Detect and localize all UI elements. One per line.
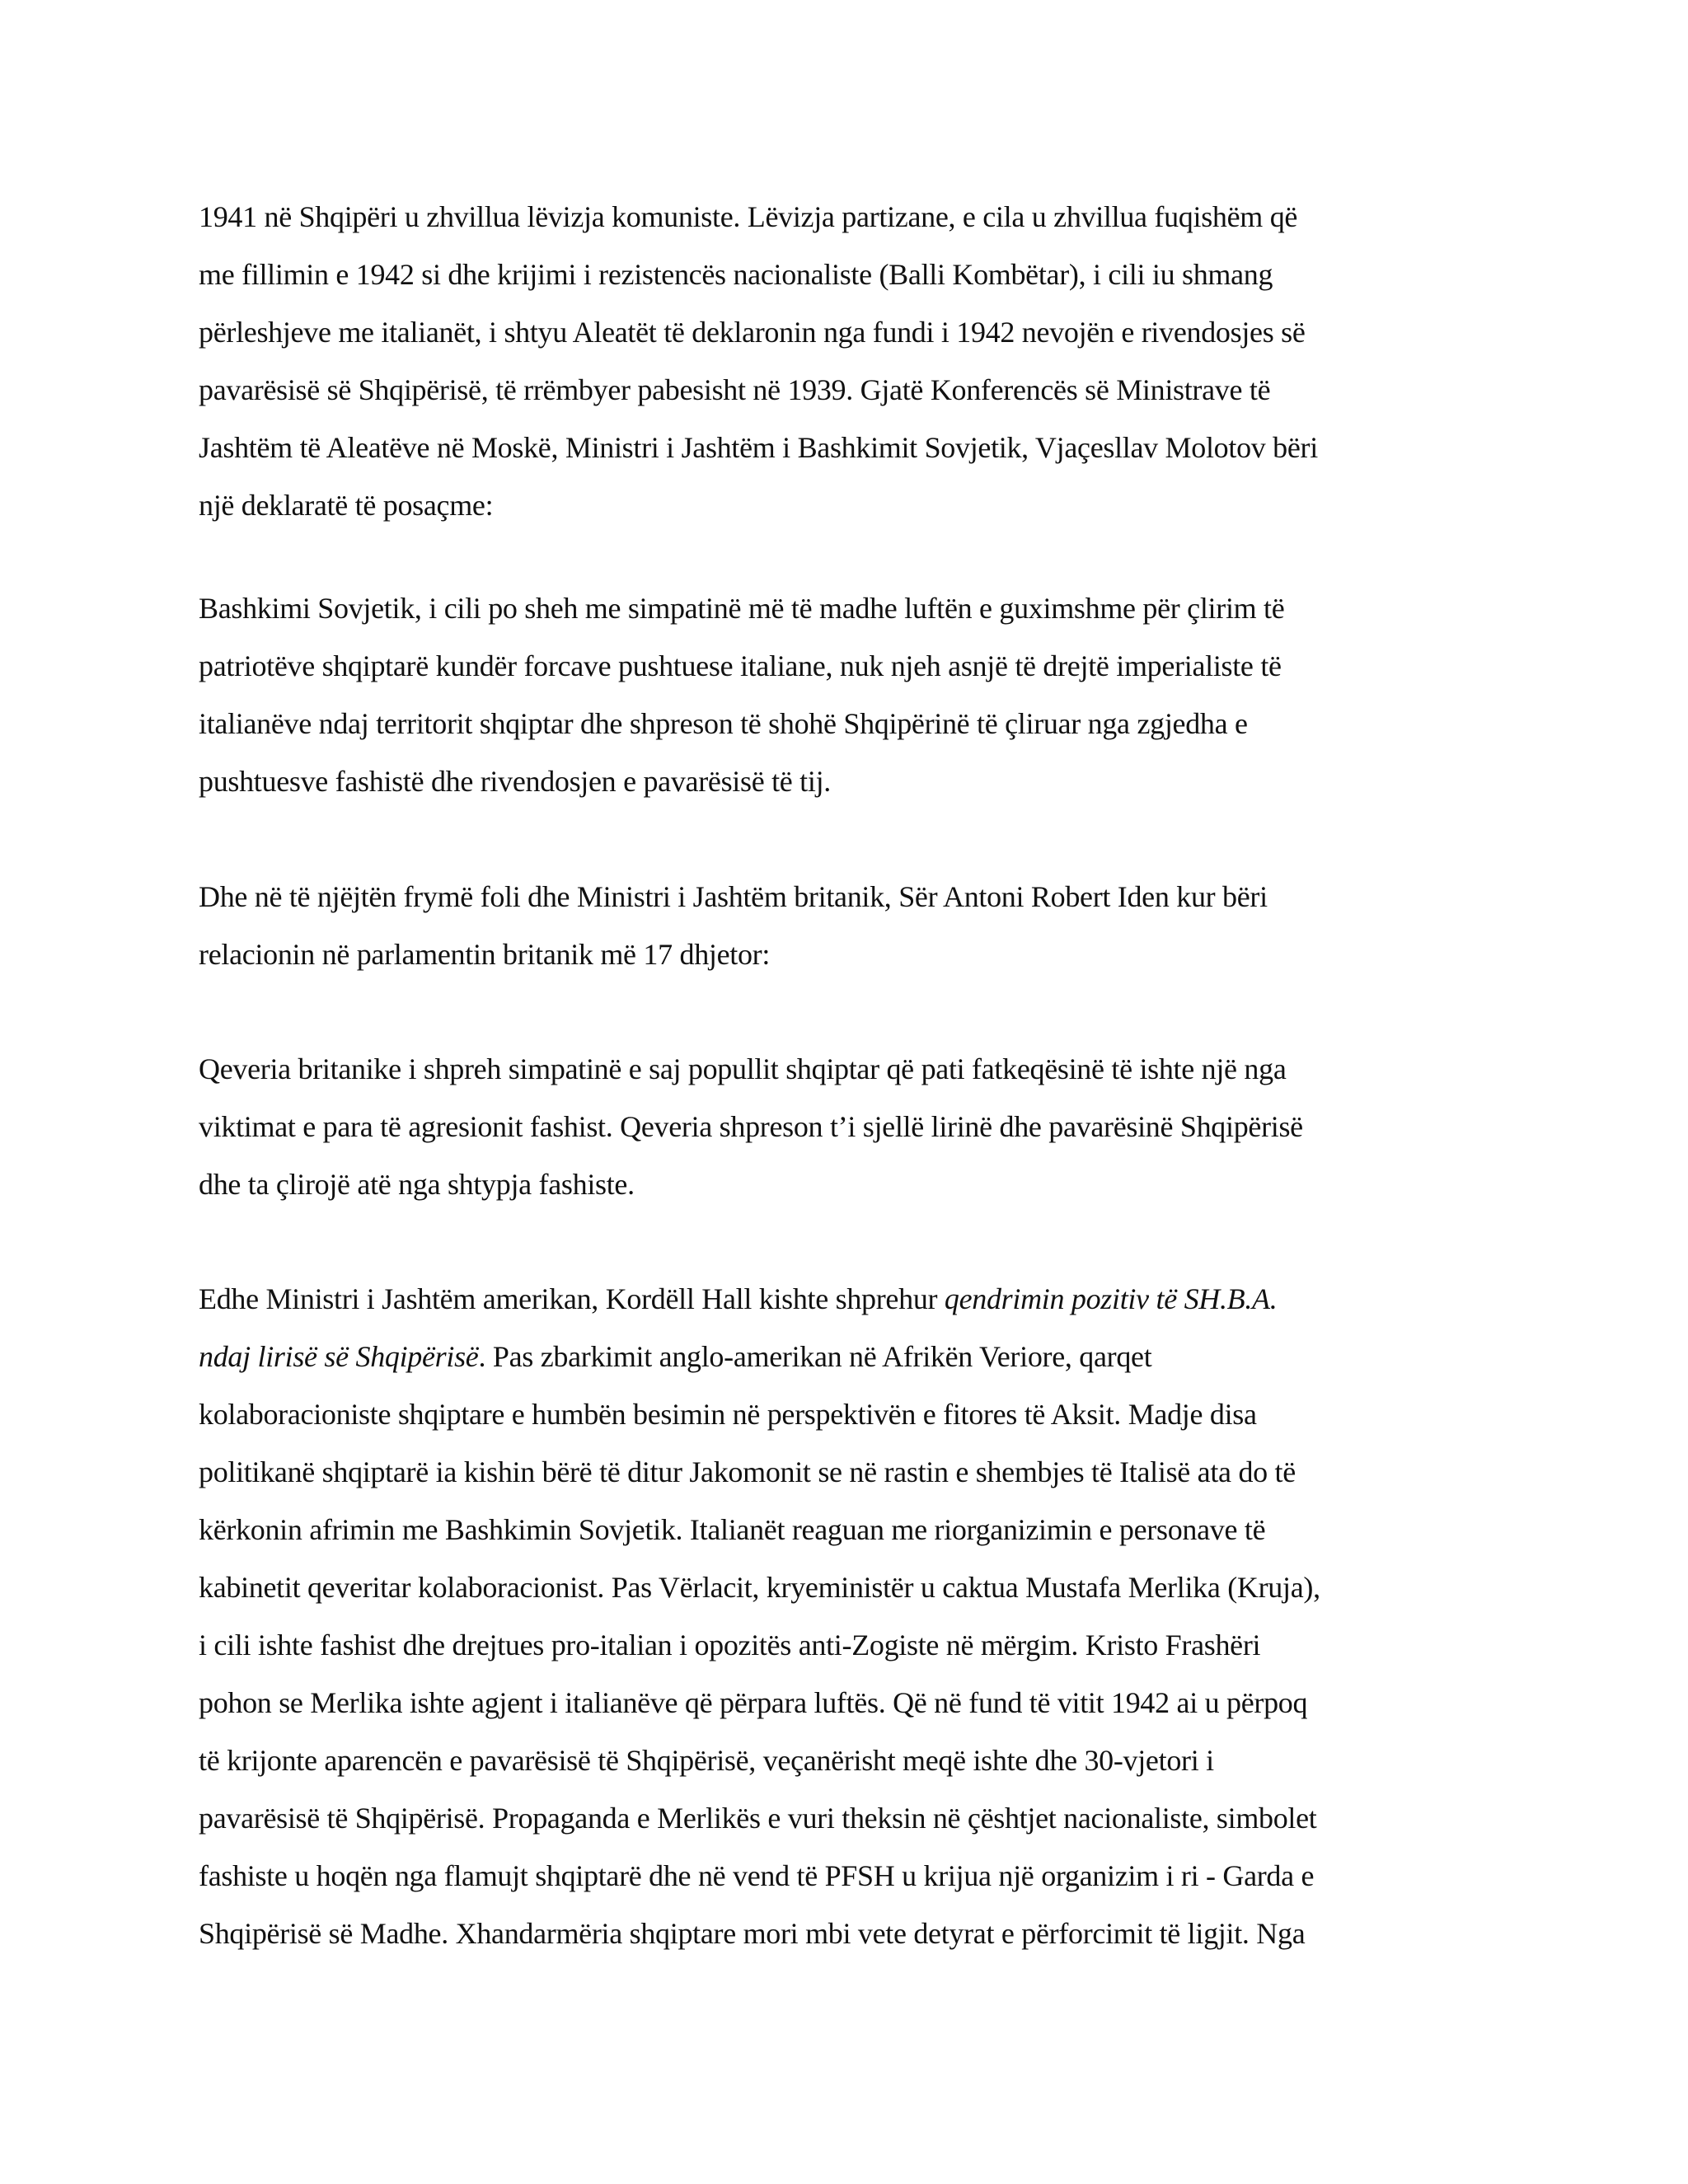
text-line: Jashtëm të Aleatëve në Moskë, Ministri i Jashtëm i Bashkimit Sovjetik, Vjaçesllav Molotov bëri — [199, 431, 1318, 464]
text-line: Dhe në të njëjtën frymë foli dhe Ministri i Jashtëm britanik, Sër Antoni Robert Iden kur bëri — [199, 880, 1268, 913]
text-line: përleshjeve me italianët, i shtyu Aleatët të deklaronin nga fundi i 1942 nevojën e rivendosjes së — [199, 316, 1306, 349]
text-line: politikanë shqiptarë ia kishin bërë të ditur Jakomonit se në rastin e shembjes të Italisë ata do të — [199, 1455, 1296, 1488]
text-line: pavarësisë së Shqipërisë, të rrëmbyer pabesisht në 1939. Gjatë Konferencës së Ministrave të — [199, 373, 1271, 406]
text-line: kërkonin afrimin me Bashkimin Sovjetik. Italianët reaguan me riorganizimin e personave të — [199, 1513, 1266, 1546]
text-run: . Pas zbarkimit anglo-amerikan në Afrikën Veriore, qarqet — [478, 1340, 1152, 1373]
text-line — [199, 1270, 1484, 1328]
text-line — [199, 1328, 1484, 1385]
paragraph-3 — [199, 868, 1484, 983]
text-line: 1941 në Shqipëri u zhvillua lëvizja komuniste. Lëvizja partizane, e cila u zhvillua fuqishëm që — [199, 200, 1298, 233]
text-line: patriotëve shqiptarë kundër forcave pushtuese italiane, nuk njeh asnjë të drejtë imperialiste të — [199, 649, 1282, 682]
text-line: Shqipërisë së Madhe. Xhandarmëria shqiptare mori mbi vete detyrat e përforcimit të ligjit. Nga — [199, 1917, 1306, 1950]
text-line: pushtuesve fashistë dhe rivendosjen e pavarësisë të tij. — [199, 765, 831, 798]
text-run: Edhe Ministri i Jashtëm amerikan, Kordëll Hall kishte shprehur — [199, 1282, 945, 1315]
text-line: të krijonte aparencën e pavarësisë të Shqipërisë, veçanërisht meqë ishte dhe 30-vjetori i — [199, 1744, 1214, 1777]
text-line: fashiste u hoqën nga flamujt shqiptarë dhe në vend të PFSH u krijua një organizim i ri - Garda e — [199, 1859, 1315, 1892]
text-line: një deklaratë të posaçme: — [199, 489, 494, 522]
paragraph-5 — [199, 1270, 1484, 1962]
text-line: relacionin në parlamentin britanik më 17 dhjetor: — [199, 938, 771, 971]
paragraph-1 — [199, 188, 1484, 534]
text-line: viktimat e para të agresionit fashist. Qeveria shpreson t’i sjellë lirinë dhe pavarësinë Shqipërisë — [199, 1110, 1303, 1143]
paragraph-2-quote — [199, 579, 1484, 810]
text-line: me fillimin e 1942 si dhe krijimi i rezistencës nacionaliste (Balli Kombëtar), i cili iu shmang — [199, 258, 1273, 291]
text-line: dhe ta çlirojë atë nga shtypja fashiste. — [199, 1168, 635, 1201]
text-line: kolaboracioniste shqiptare e humbën besimin në perspektivën e fitores të Aksit. Madje disa — [199, 1398, 1257, 1431]
italic-text-run: ndaj lirisë së Shqipërisë — [199, 1340, 479, 1373]
text-line: i cili ishte fashist dhe drejtues pro-italian i opozitës anti-Zogiste në mërgim. Kristo Frashëri — [199, 1629, 1261, 1661]
text-line: kabinetit qeveritar kolaboracionist. Pas Vërlacit, kryeministër u caktua Mustafa Merlika (Kruja), — [199, 1571, 1320, 1604]
text-line: pavarësisë të Shqipërisë. Propaganda e Merlikës e vuri theksin në çështjet nacionaliste, simbolet — [199, 1802, 1317, 1835]
text-line: italianëve ndaj territorit shqiptar dhe shpreson të shohë Shqipërinë të çliruar nga zgjedha e — [199, 707, 1248, 740]
text-line: Bashkimi Sovjetik, i cili po sheh me simpatinë më të madhe luftën e guximshme për çlirim të — [199, 592, 1285, 625]
text-line: pohon se Merlika ishte agjent i italianëve që përpara luftës. Që në fund të vitit 1942 ai u përpoq — [199, 1686, 1308, 1719]
paragraph-4-quote — [199, 1040, 1484, 1213]
italic-text-run: qendrimin pozitiv të SH.B.A. — [944, 1282, 1278, 1315]
text-line: Qeveria britanike i shpreh simpatinë e saj popullit shqiptar që pati fatkeqësinë të ishte një nga — [199, 1052, 1287, 1085]
